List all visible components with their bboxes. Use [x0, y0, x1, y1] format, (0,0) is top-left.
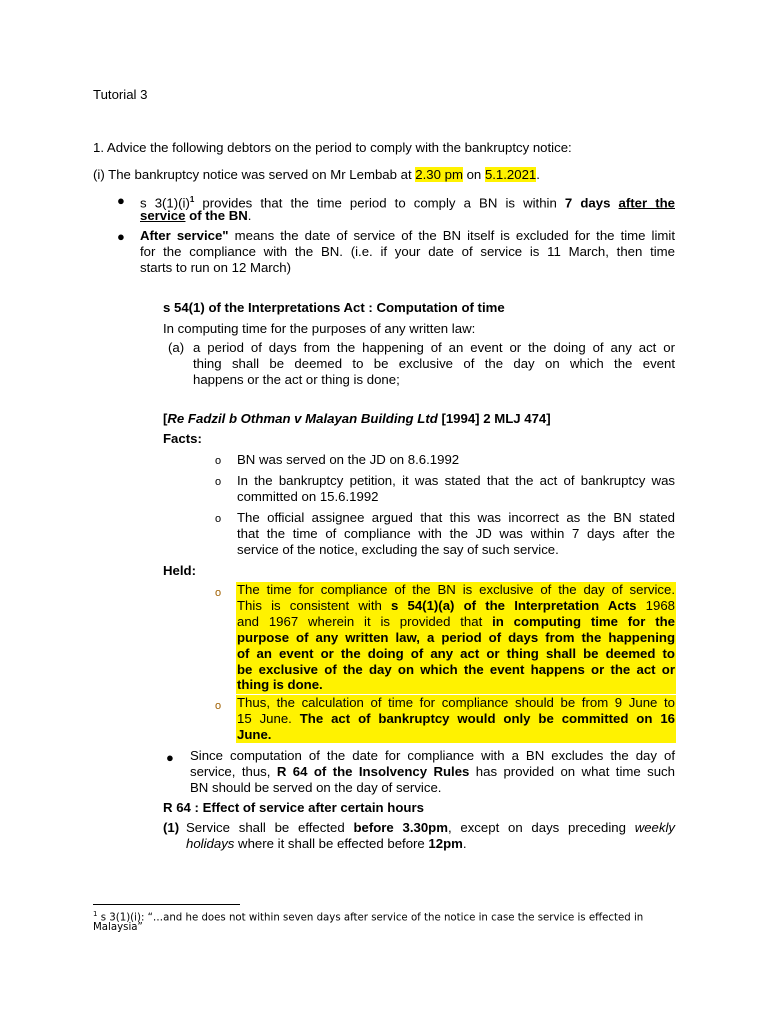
circle-bullet-icon: o [215, 476, 222, 488]
footnote-line-2: Malaysia” [93, 922, 143, 933]
circle-bullet-icon: o [215, 513, 222, 525]
r64-text: Service shall be effected [186, 820, 354, 835]
held-2-text: 15 June. [237, 711, 300, 726]
r64-ref: R 64 of the Insolvency Rules [276, 764, 470, 779]
bullet-icon: ● [166, 750, 174, 765]
bullet-3-line-2 [190, 764, 675, 780]
bullet-3-line-3: BN should be served on the day of service. [190, 780, 442, 795]
year-1968: 1968 [636, 598, 675, 613]
r64-heading: R 64 : Effect of service after certain hours [163, 800, 424, 815]
fact-2-line-1: In the bankruptcy petition, it was stated that the act of bankruptcy was [237, 473, 675, 488]
page-title: Tutorial 3 [93, 87, 148, 102]
s54-intro: In computing time for the purposes of any written law: [163, 321, 476, 336]
held-2-line-1: Thus, the calculation of time for compliance should be from 9 June to [237, 695, 675, 710]
held-1-line-3 [237, 614, 675, 630]
seven-days: 7 days [564, 195, 611, 211]
section-ref: s 3(1)(i) [140, 195, 190, 211]
bullet-2-line-2: for the compliance with the BN. (i.e. if your date of service is 11 March, then time [140, 244, 675, 259]
held-1-bold: in computing time for the [492, 614, 675, 629]
held-1-line-7: thing is done. [237, 677, 323, 692]
fact-3-line-1: The official assignee argued that this was incorrect as the BN stated [237, 510, 675, 525]
r64-text-2: , except on days preceding [447, 820, 635, 835]
bullet-2-line-3: starts to run on 12 March) [140, 260, 291, 275]
held-2-line-2 [237, 711, 675, 727]
bullet-3-line-1: Since computation of the date for compliance with a BN excludes the day of [190, 748, 675, 763]
weekly: weekly [634, 820, 675, 835]
held-1-line-1: The time for compliance of the BN is exclusive of the day of service. [237, 582, 675, 597]
case-name: Re Fadzil b Othman v Malayan Building Ltd [167, 411, 438, 426]
s54-ref: s 54(1)(a) of the Interpretation Acts [391, 598, 637, 613]
held-2-bold: The act of bankruptcy would only be committed on 16 [299, 711, 675, 726]
fact-3-line-3: service of the notice, excluding the say of such service. [237, 542, 559, 557]
footnote-divider [93, 904, 240, 905]
period: . [247, 208, 252, 223]
circle-bullet-icon: o [215, 700, 222, 712]
of-the-bn: of the BN [185, 208, 248, 223]
held-1-line-6: be exclusive of the day on which the event happens or the act or [237, 662, 675, 677]
s54-a-line-1: a period of days from the happening of an event or the doing of any act or [193, 340, 675, 355]
s54-a-line-2: thing shall be deemed to be exclusive of the day on which the event [193, 356, 675, 371]
bullet-2-line-1 [140, 228, 675, 244]
fact-1: BN was served on the JD on 8.6.1992 [237, 452, 460, 467]
s54-a-line-3: happens or the act or thing is done; [193, 372, 400, 387]
bullet-3-text-2: has provided on what time such [469, 764, 675, 779]
bullet-1-text: provides that the time period to comply a BN is within [202, 195, 565, 211]
r64-text-3: where it shall be effected before [234, 836, 429, 851]
held-1-text: This is consistent with [237, 598, 391, 613]
highlighted-time: 2.30 pm [415, 167, 463, 182]
s54-heading: s 54(1) of the Interpretations Act : Computation of time [163, 300, 505, 315]
facts-label: Facts: [163, 431, 202, 446]
fact-2-line-2: committed on 15.6.1992 [237, 489, 379, 504]
bullet-3-text: service, thus, [190, 764, 277, 779]
footnote-line-1 [93, 906, 643, 926]
after-the: after the [618, 195, 675, 211]
footnote-text: s 3(1)(i): “…and he does not within seven days after service of the notice in case the service is effected in [97, 912, 644, 924]
held-2-line-3: June. [237, 727, 272, 742]
held-1-line-4: purpose of any written law, a period of days from the happening [237, 630, 675, 645]
held-label: Held: [163, 563, 196, 578]
period: . [462, 836, 467, 851]
s54-a-label: (a) [168, 340, 185, 355]
service-word: service [140, 208, 186, 223]
circle-bullet-icon: o [215, 455, 222, 467]
question-1: 1. Advice the following debtors on the period to comply with the bankruptcy notice: [93, 140, 572, 155]
holidays: holidays [186, 836, 235, 851]
question-1-i-on: on [462, 167, 485, 182]
bullet-1-line-2 [140, 208, 251, 224]
held-1-line-5: of an event or the doing of any act or thing shall be deemed to [237, 646, 675, 661]
bracket-open: [ [163, 411, 168, 426]
circle-bullet-icon: o [215, 587, 222, 599]
r64-line-2 [186, 836, 467, 852]
bullet-icon: ● [117, 229, 125, 244]
r64-label: (1) [163, 820, 180, 835]
footnote-ref: 1 [189, 195, 195, 204]
case-citation [163, 411, 551, 427]
question-1-i [93, 167, 540, 183]
highlighted-date: 5.1.2021 [484, 167, 537, 182]
after-service-term: After service" [140, 228, 229, 243]
question-1-i-end: . [536, 167, 540, 182]
question-1-i-prefix: (i) The bankruptcy notice was served on Mr Lembab at [93, 167, 416, 182]
bullet-2-text: means the date of service of the BN itself is excluded for the time limit [228, 228, 675, 243]
held-1-line-2 [237, 598, 675, 614]
bullet-icon: ● [117, 193, 125, 208]
twelve-pm: 12pm [428, 836, 463, 851]
footnote-number: 1 [93, 910, 98, 918]
before-330pm: before 3.30pm [353, 820, 448, 835]
case-report: [1994] 2 MLJ 474] [437, 411, 551, 426]
held-1-text: and 1967 wherein it is provided that [237, 614, 493, 629]
fact-3-line-2: that the time of compliance with the JD was within 7 days after the [237, 526, 675, 541]
r64-line-1 [186, 820, 675, 836]
